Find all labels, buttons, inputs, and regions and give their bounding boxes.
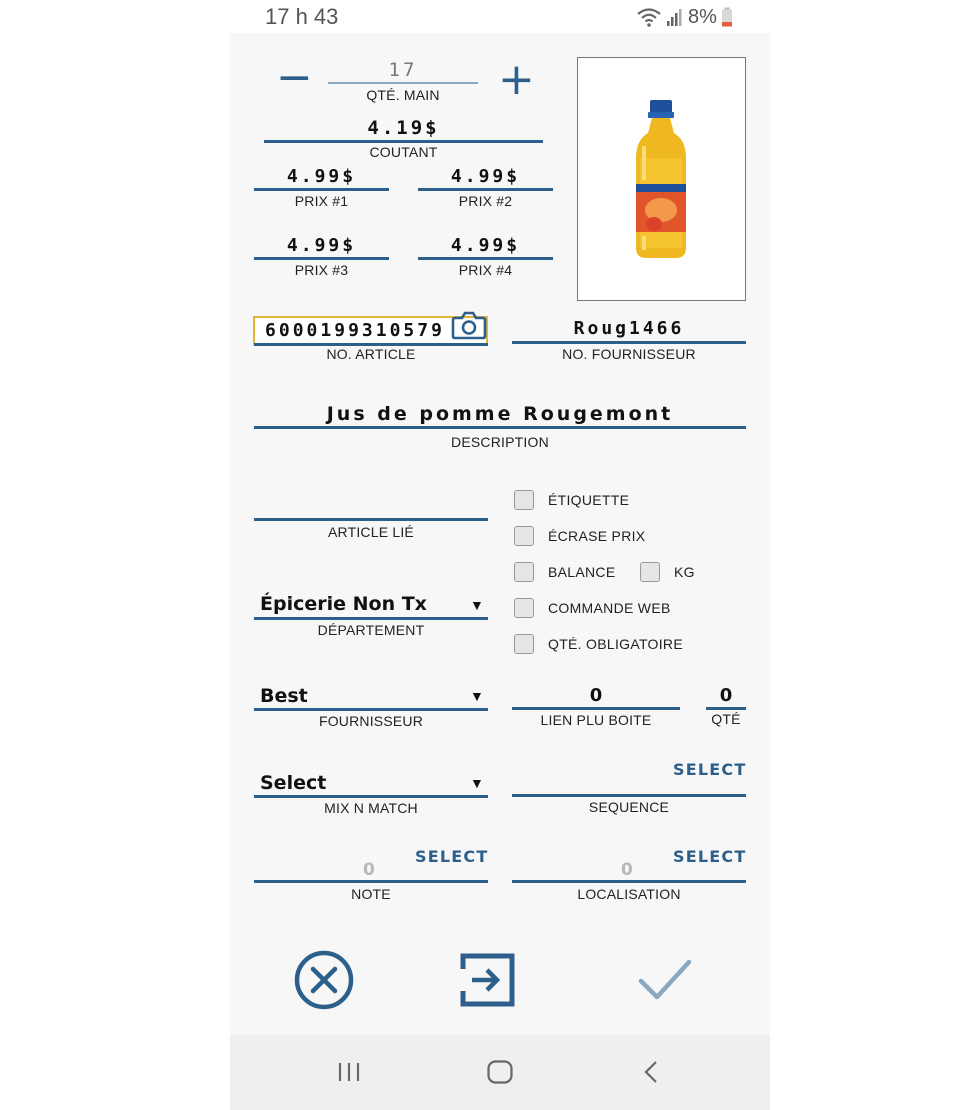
article-number-value: 6000199310579 <box>265 320 445 341</box>
supplier-dropdown-icon[interactable]: ▼ <box>470 688 484 704</box>
qty-underline <box>706 707 746 710</box>
price-2-value[interactable]: 4.99$ <box>450 166 521 187</box>
qty-label: QTÉ <box>711 711 741 727</box>
status-icons <box>636 4 733 30</box>
home-icon[interactable] <box>486 1059 514 1085</box>
mix-match-label: MIX N MATCH <box>324 800 418 816</box>
label-checkbox[interactable] <box>514 490 534 510</box>
price-1-label: PRIX #1 <box>294 193 349 209</box>
price-3-value[interactable]: 4.99$ <box>286 235 357 256</box>
scale-checkbox-label: BALANCE <box>548 564 616 580</box>
linked-article-underline <box>254 518 488 521</box>
department-label: DÉPARTEMENT <box>317 622 425 638</box>
location-count: 0 <box>621 860 633 880</box>
price-4-value[interactable]: 4.99$ <box>450 235 521 256</box>
department-underline <box>254 617 488 620</box>
linked-article-input[interactable] <box>254 494 488 516</box>
price-1-underline <box>254 188 389 191</box>
label-checkbox-label: ÉTIQUETTE <box>548 492 630 508</box>
quantity-main-value[interactable]: 17 <box>388 59 418 81</box>
supplier-number-label: NO. FOURNISSEUR <box>562 346 696 362</box>
supplier-number-underline <box>512 341 746 344</box>
back-icon[interactable] <box>642 1060 660 1084</box>
web-order-checkbox[interactable] <box>514 598 534 618</box>
sequence-underline <box>512 794 746 797</box>
sequence-select-button[interactable]: SELECT <box>673 760 747 779</box>
sequence-label: SEQUENCE <box>588 799 670 815</box>
exit-icon[interactable] <box>458 951 518 1009</box>
kg-checkbox-label: KG <box>674 564 695 580</box>
recent-apps-icon[interactable] <box>337 1061 361 1083</box>
price-2-label: PRIX #2 <box>458 193 513 209</box>
mandatory-qty-checkbox[interactable] <box>514 634 534 654</box>
cost-underline <box>264 140 543 143</box>
battery-icon <box>721 7 733 27</box>
cancel-circle-icon[interactable] <box>293 949 355 1011</box>
override-price-checkbox[interactable] <box>514 526 534 546</box>
description-value[interactable]: Jus de pomme Rougemont <box>326 403 674 425</box>
article-number-label: NO. ARTICLE <box>326 346 416 362</box>
quantity-main-label: QTÉ. MAIN <box>366 87 440 103</box>
mix-match-select-value[interactable]: Select <box>260 772 327 794</box>
location-underline <box>512 880 746 883</box>
override-price-checkbox-label: ÉCRASE PRIX <box>548 528 646 544</box>
mix-match-dropdown-icon[interactable]: ▼ <box>470 775 484 791</box>
plu-link-value[interactable]: 0 <box>589 685 603 706</box>
wifi-icon <box>636 6 662 28</box>
plu-link-underline <box>512 707 680 710</box>
quantity-underline <box>328 82 478 84</box>
plu-link-label: LIEN PLU BOITE <box>540 712 652 728</box>
kg-checkbox[interactable] <box>640 562 660 582</box>
cost-label: COUTANT <box>369 144 438 160</box>
supplier-select-value[interactable]: Best <box>260 685 308 707</box>
web-order-checkbox-label: COMMANDE WEB <box>548 600 671 616</box>
note-label: NOTE <box>351 886 391 902</box>
cost-value[interactable]: 4.19$ <box>367 117 440 139</box>
price-2-underline <box>418 188 553 191</box>
signal-icon <box>666 7 684 27</box>
note-count: 0 <box>363 860 375 880</box>
checkmark-icon[interactable] <box>637 957 693 1003</box>
product-photo-frame[interactable] <box>577 57 746 301</box>
price-4-underline <box>418 257 553 260</box>
note-underline <box>254 880 488 883</box>
price-3-underline <box>254 257 389 260</box>
supplier-number-value[interactable]: Roug1466 <box>573 318 685 339</box>
battery-percent: 8% <box>688 5 717 28</box>
department-dropdown-icon[interactable]: ▼ <box>470 597 484 613</box>
decrease-quantity-button[interactable]: − <box>276 52 313 103</box>
price-4-label: PRIX #4 <box>458 262 513 278</box>
location-label: LOCALISATION <box>577 886 681 902</box>
description-underline <box>254 426 746 429</box>
note-select-button[interactable]: SELECT <box>415 847 489 866</box>
camera-icon[interactable] <box>451 309 487 341</box>
mandatory-qty-checkbox-label: QTÉ. OBLIGATOIRE <box>548 636 683 652</box>
qty-value[interactable]: 0 <box>719 685 733 706</box>
increase-quantity-button[interactable]: + <box>498 54 535 105</box>
product-bottle-photo <box>578 58 744 299</box>
mix-match-underline <box>254 795 488 798</box>
price-1-value[interactable]: 4.99$ <box>286 166 357 187</box>
price-3-label: PRIX #3 <box>294 262 349 278</box>
description-label: DESCRIPTION <box>451 434 549 450</box>
supplier-underline <box>254 708 488 711</box>
supplier-label: FOURNISSEUR <box>318 713 424 729</box>
department-select-value[interactable]: Épicerie Non Tx <box>260 593 427 615</box>
linked-article-label: ARTICLE LIÉ <box>328 524 414 540</box>
status-time: 17 h 43 <box>265 4 339 29</box>
scale-checkbox[interactable] <box>514 562 534 582</box>
location-select-button[interactable]: SELECT <box>673 847 747 866</box>
